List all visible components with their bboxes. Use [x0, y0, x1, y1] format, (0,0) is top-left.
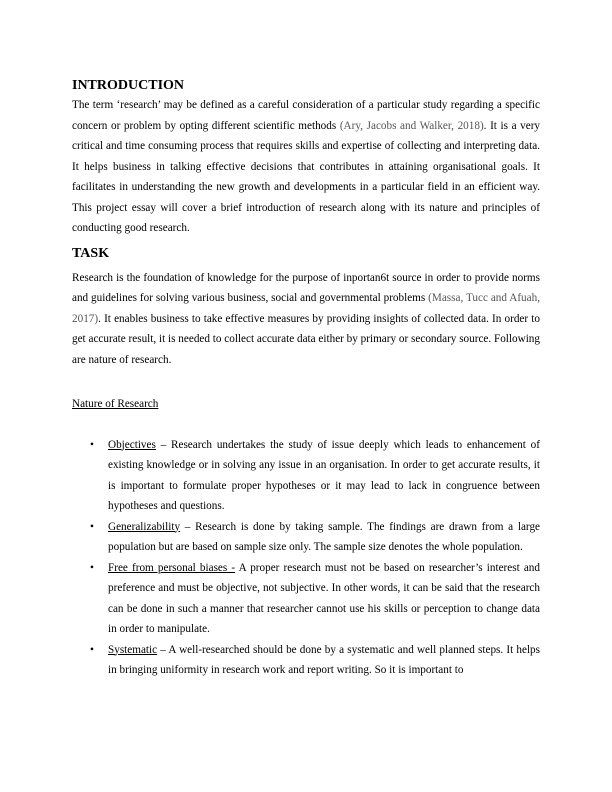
task-heading: TASK	[72, 245, 110, 261]
list-item-systematic	[72, 640, 540, 681]
bullet-icon: •	[90, 561, 94, 574]
introduction-citation: (Ary, Jacobs and Walker, 2018)	[339, 119, 484, 132]
nature-list	[72, 435, 540, 681]
list-item-text: – A well-researched should be done by a systematic and well planned steps. It helps in bringing uniformity in research work and report writing. So it is important to	[108, 643, 540, 676]
introduction-heading: INTRODUCTION	[72, 78, 185, 93]
list-item-term: Systematic	[108, 643, 158, 656]
list-item-objectives	[72, 435, 540, 517]
task-paragraph	[72, 268, 540, 371]
list-item-term: Free from personal biases -	[108, 561, 236, 574]
nature-of-research-heading: Nature of Research	[72, 398, 159, 410]
introduction-paragraph	[72, 95, 540, 239]
bullet-icon: •	[90, 438, 94, 451]
task-text-1: Research is the foundation of knowledge for the purpose of inportan6t source in order to provide norms and guidelines for solving various business, social and governmental problems	[72, 271, 540, 304]
list-item-term: Objectives	[108, 438, 156, 451]
page-content	[72, 77, 540, 681]
list-item-generalizability	[72, 517, 540, 558]
introduction-text-2: . It is a very critical and time consuming process that requires skills and expertise of collecting and interpreting data. It helps business in talking effective decisions that contributes in attaining organisational goals. It facilitates in understanding the new growth and developments in a particular field in an efficient way. This project essay will cover a brief introduction of research along with its nature and principles of conducting good research.	[72, 119, 541, 234]
task-citation: (Massa, Tucc and Afuah, 2017)	[72, 292, 541, 325]
introduction-text-1: The term ‘research’ may be defined as a careful consideration of a particular study regarding a specific concern or problem by opting different scientific methods	[72, 99, 540, 132]
list-item-text: – Research is done by taking sample. The findings are drawn from a large population but are based on sample size only. The sample size denotes the whole population.	[108, 520, 540, 553]
bullet-icon: •	[90, 643, 94, 656]
list-item-text: A proper research must not be based on researcher’s interest and preference and must be objective, not subjective. In other words, it can be said that the research can be done in such a manner that researcher cannot use his skills or perception to change data in order to manipulate.	[108, 561, 540, 635]
list-item-free-from-biases	[72, 558, 540, 640]
list-item-text: – Research undertakes the study of issue deeply which leads to enhancement of existing knowledge or in solving any issue in an organisation. In order to get accurate results, it is important to formulate proper hypotheses or it may lead to lack in congruence between hypotheses and questions.	[108, 438, 540, 512]
list-item-term: Generalizability	[108, 520, 181, 533]
task-text-2: . It enables business to take effective measures by providing insights of collected data. In order to get accurate result, it is needed to collect accurate data either by primary or secondary source. Following are nature of research.	[72, 312, 540, 366]
bullet-icon: •	[90, 520, 94, 533]
